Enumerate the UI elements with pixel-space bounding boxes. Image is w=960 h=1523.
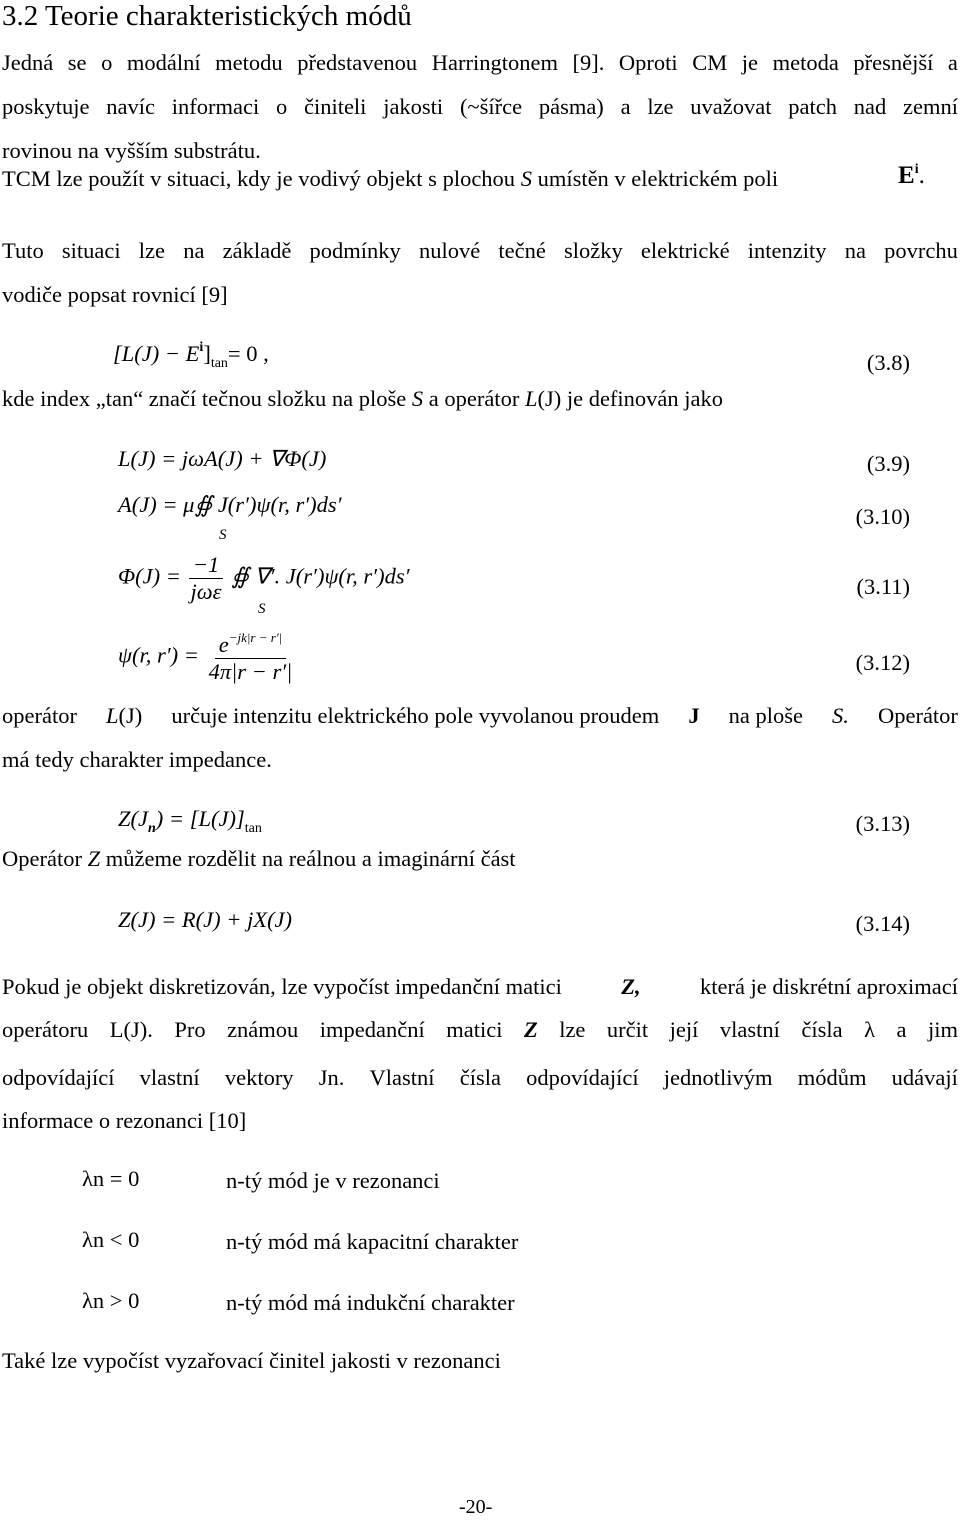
- equation-number-3-10: (3.10): [855, 504, 910, 529]
- word: metodu: [215, 50, 283, 75]
- text-after-3-12-line1: operátor L(J) určuje intenzitu elektrického pole vyvolanou proudem J na ploše S. Operátor: [2, 703, 958, 728]
- word: metoda: [772, 50, 839, 75]
- fraction-3-12: $\frac{e^{-jk|r - r'|}}{4\pi|r - r'|}$: [208, 630, 293, 684]
- word: určit: [606, 1017, 649, 1042]
- word: se: [67, 50, 87, 75]
- word: Oproti: [618, 50, 678, 75]
- word: matici: [446, 1017, 503, 1042]
- word: Tuto: [2, 238, 44, 263]
- para3-line3: [2, 1065, 958, 1091]
- para2-line2: [2, 238, 958, 264]
- para1-line2: [2, 94, 958, 120]
- word: o: [275, 94, 288, 119]
- equation-3-13: $Z(J_n) = [L(J)]_{tan}$: [118, 806, 262, 836]
- word: zemní: [903, 94, 958, 119]
- word: lze: [138, 238, 166, 263]
- surface-label-3-10: S: [219, 527, 227, 543]
- word: Z: [523, 1017, 538, 1042]
- word: Jedná: [2, 50, 54, 75]
- word: navíc: [106, 94, 155, 119]
- word: L(J).: [109, 1017, 153, 1042]
- word: a: [896, 1017, 907, 1042]
- word: podmínky: [309, 238, 401, 263]
- word: intenzity: [747, 238, 827, 263]
- word: uvažovat: [690, 94, 772, 119]
- word: vlastní: [139, 1065, 200, 1090]
- word: čísla: [801, 1017, 843, 1042]
- mode-description-2: n-tý mód má kapacitní charakter: [226, 1229, 519, 1254]
- word: jakosti: [383, 94, 444, 119]
- word: módům: [797, 1065, 867, 1090]
- word: modální: [126, 50, 201, 75]
- word: je: [741, 50, 759, 75]
- word: jednotlivým: [663, 1065, 773, 1090]
- word: na: [183, 238, 205, 263]
- equation-number-3-9: (3.9): [866, 451, 910, 476]
- equation-3-9: L(J) = jωA(J) + ∇Φ(J): [118, 446, 327, 471]
- word: představenou: [297, 50, 418, 75]
- word: Pro: [174, 1017, 206, 1042]
- equation-number-3-14: (3.14): [855, 911, 910, 936]
- word: situaci: [61, 238, 121, 263]
- section-heading: 3.2 Teorie charakteristických módů: [2, 0, 412, 32]
- word: vektory: [224, 1065, 294, 1090]
- word: o: [101, 50, 113, 75]
- word: a: [947, 50, 958, 75]
- para3-line4: informace o rezonanci [10]: [2, 1108, 247, 1133]
- equation-number-3-8: (3.8): [866, 350, 910, 375]
- mode-condition-1: λn = 0: [82, 1166, 140, 1191]
- mode-description-3: n-tý mód má indukční charakter: [226, 1290, 515, 1315]
- page-number: -20-: [459, 1496, 493, 1518]
- field-symbol-E: $E^i$.: [898, 162, 925, 189]
- para1-line3: rovinou na vyšším substrátu.: [2, 138, 261, 163]
- para2-line1: TCM lze použít v situaci, kdy je vodivý objekt s plochou S umístěn v elektrickém poli: [2, 166, 779, 191]
- word: nulové: [418, 238, 481, 263]
- word: CM: [692, 50, 728, 75]
- word: tečné: [498, 238, 546, 263]
- para3-line2: [2, 1017, 958, 1043]
- word: přesnější: [853, 50, 934, 75]
- word: Vlastní: [369, 1065, 435, 1090]
- word: patch: [788, 94, 837, 119]
- surface-label-3-11: S: [258, 601, 266, 617]
- word: [9].: [572, 50, 605, 75]
- word: elektrické: [640, 238, 730, 263]
- word: povrchu: [884, 238, 958, 263]
- para3-line1: Pokud je objekt diskretizován, lze vypočíst impedanční matici Z, která je diskrétní aproximací: [2, 974, 958, 999]
- word: Jn.: [318, 1065, 345, 1090]
- mode-condition-3: λn > 0: [82, 1288, 140, 1313]
- equation-3-10: A(J) = μ∯ J(r′)ψ(r, r′)ds′: [118, 492, 342, 517]
- word: λ: [864, 1017, 875, 1042]
- word: pásma): [538, 94, 604, 119]
- equation-number-3-12: (3.12): [855, 650, 910, 675]
- equation-number-3-11: (3.11): [856, 574, 910, 599]
- word: operátoru: [2, 1017, 89, 1042]
- word: Harringtonem: [431, 50, 558, 75]
- word: základě: [222, 238, 292, 263]
- word: odpovídající: [526, 1065, 639, 1090]
- word: udávají: [891, 1065, 958, 1090]
- text-after-3-12-line2: má tedy charakter impedance.: [2, 747, 272, 772]
- equation-3-14: Z(J) = R(J) + jX(J): [118, 907, 293, 932]
- equation-3-8: $[L(J) - E^i]_{tan}= 0$ ,: [113, 340, 269, 371]
- word: činiteli: [303, 94, 367, 119]
- para2-line3: vodiče popsat rovnicí [9]: [2, 282, 228, 307]
- word: lze: [647, 94, 674, 119]
- mode-description-1: n-tý mód je v rezonanci: [226, 1168, 440, 1193]
- word: odpovídající: [2, 1065, 115, 1090]
- fraction-3-11: $\frac{-1}{\text{jωε}}$: [190, 552, 222, 604]
- word: její: [669, 1017, 699, 1042]
- word: impedanční: [319, 1017, 425, 1042]
- word: lze: [559, 1017, 586, 1042]
- word: nad: [853, 94, 887, 119]
- text-after-3-8: kde index „tan“ značí tečnou složku na ploše S a operátor L(J) je definován jako: [2, 386, 724, 411]
- word: na: [844, 238, 866, 263]
- word: složky: [564, 238, 623, 263]
- equation-number-3-13: (3.13): [855, 811, 910, 836]
- word: známou: [227, 1017, 299, 1042]
- word: vlastní: [719, 1017, 780, 1042]
- word: a: [620, 94, 631, 119]
- equation-3-11: Φ(J) = $\frac{-1}{\text{jωε}}$ ∯ ∇′. J(r′)ψ(r, r′)ds′: [118, 552, 410, 604]
- closing-sentence: Také lze vypočíst vyzařovací činitel jakosti v rezonanci: [2, 1348, 501, 1373]
- word: čísla: [459, 1065, 501, 1090]
- para1-line1: [2, 50, 958, 76]
- word: (~šířce: [459, 94, 523, 119]
- word: poskytuje: [2, 94, 90, 119]
- mode-condition-2: λn < 0: [82, 1227, 140, 1252]
- word: informaci: [171, 94, 260, 119]
- word: jim: [927, 1017, 958, 1042]
- text-after-3-13: Operátor Z můžeme rozdělit na reálnou a imaginární část: [2, 846, 516, 871]
- equation-3-12: ψ(r, r′) = $\frac{e^{-jk|r - r'|}}{4\pi|r - r'|}$: [118, 630, 296, 685]
